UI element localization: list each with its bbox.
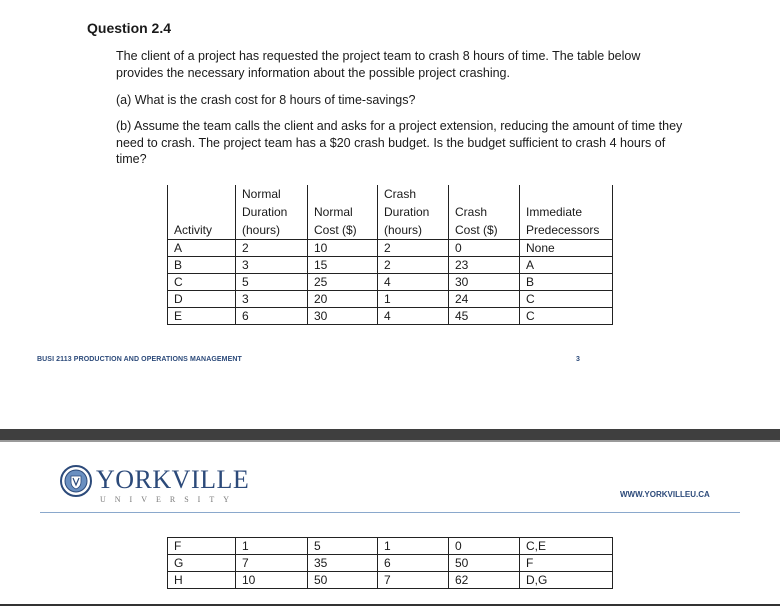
cell-normal-cost: 25 xyxy=(308,274,378,291)
cell-normal-cost: 15 xyxy=(308,257,378,274)
crash-table-continued xyxy=(167,537,613,589)
cell-predecessors: None xyxy=(520,240,613,257)
cell-activity: D xyxy=(168,291,236,308)
cell-crash-cost: 0 xyxy=(449,538,520,555)
cell-crash-duration: 4 xyxy=(378,308,449,325)
cell-predecessors: D,G xyxy=(520,572,613,589)
cell-normal-cost: 5 xyxy=(308,538,378,555)
cell-crash-cost: 24 xyxy=(449,291,520,308)
cell-crash-duration: 2 xyxy=(378,240,449,257)
question-title: Question 2.4 xyxy=(87,20,172,36)
table-row xyxy=(168,572,613,589)
cell-normal-cost: 50 xyxy=(308,572,378,589)
cell-crash-duration: 1 xyxy=(378,291,449,308)
cell-crash-cost: 50 xyxy=(449,555,520,572)
logo-subtitle: UNIVERSITY xyxy=(100,495,238,504)
cell-activity: E xyxy=(168,308,236,325)
cell-normal-duration: 3 xyxy=(236,291,308,308)
footer-course: BUSI 2113 PRODUCTION AND OPERATIONS MANAGEMENT xyxy=(37,356,242,363)
website-link[interactable]: WWW.YORKVILLEU.CA xyxy=(620,490,710,499)
header-crash-duration: Crash Duration (hours) xyxy=(378,185,449,240)
university-seal-icon xyxy=(60,465,92,497)
header-normal-cost: Normal Cost ($) xyxy=(308,185,378,240)
cell-crash-duration: 2 xyxy=(378,257,449,274)
part-b-line-2: need to crash. The project team has a $20 crash budget. Is the budget sufficient to crash 4 hours of xyxy=(116,135,666,150)
page-number: 3 xyxy=(576,356,580,363)
cell-normal-duration: 1 xyxy=(236,538,308,555)
cell-crash-duration: 7 xyxy=(378,572,449,589)
cell-crash-cost: 23 xyxy=(449,257,520,274)
cell-normal-duration: 10 xyxy=(236,572,308,589)
cell-normal-duration: 5 xyxy=(236,274,308,291)
cell-activity: A xyxy=(168,240,236,257)
cell-normal-cost: 30 xyxy=(308,308,378,325)
cell-predecessors: C xyxy=(520,291,613,308)
cell-normal-cost: 35 xyxy=(308,555,378,572)
cell-normal-duration: 2 xyxy=(236,240,308,257)
table-row xyxy=(168,257,613,274)
intro-line-2: provides the necessary information about the possible project crashing. xyxy=(116,65,510,80)
cell-crash-cost: 0 xyxy=(449,240,520,257)
table-row xyxy=(168,555,613,572)
cell-crash-cost: 30 xyxy=(449,274,520,291)
cell-predecessors: C xyxy=(520,308,613,325)
cell-crash-cost: 62 xyxy=(449,572,520,589)
cell-activity: H xyxy=(168,572,236,589)
header-crash-cost: Crash Cost ($) xyxy=(449,185,520,240)
table-row xyxy=(168,291,613,308)
cell-crash-duration: 1 xyxy=(378,538,449,555)
part-b xyxy=(116,118,736,168)
header-normal-duration: Normal Duration (hours) xyxy=(236,185,308,240)
cell-activity: G xyxy=(168,555,236,572)
cell-predecessors: B xyxy=(520,274,613,291)
logo-wordmark: YORKVILLE xyxy=(96,465,250,494)
part-b-line-1: (b) Assume the team calls the client and asks for a project extension, reducing the amount of time they xyxy=(116,119,683,133)
cell-normal-duration: 6 xyxy=(236,308,308,325)
intro-line-1: The client of a project has requested the project team to crash 8 hours of time. The table below xyxy=(116,49,641,63)
cell-normal-cost: 10 xyxy=(308,240,378,257)
header-predecessors: Immediate Predecessors xyxy=(520,185,613,240)
cell-activity: F xyxy=(168,538,236,555)
table-row xyxy=(168,538,613,555)
part-a: (a) What is the crash cost for 8 hours of time-savings? xyxy=(116,93,416,107)
part-b-line-3: time? xyxy=(116,152,147,166)
cell-crash-duration: 6 xyxy=(378,555,449,572)
table-row xyxy=(168,274,613,291)
table-header-row xyxy=(168,185,613,240)
cell-predecessors: A xyxy=(520,257,613,274)
cell-predecessors: F xyxy=(520,555,613,572)
header-activity: Activity xyxy=(168,185,236,240)
cell-predecessors: C,E xyxy=(520,538,613,555)
cell-crash-cost: 45 xyxy=(449,308,520,325)
question-intro xyxy=(116,48,736,81)
table-row xyxy=(168,308,613,325)
cell-normal-duration: 3 xyxy=(236,257,308,274)
cell-activity: C xyxy=(168,274,236,291)
table-row xyxy=(168,240,613,257)
page-divider xyxy=(0,429,780,440)
cell-normal-cost: 20 xyxy=(308,291,378,308)
cell-normal-duration: 7 xyxy=(236,555,308,572)
crash-table xyxy=(167,185,613,325)
cell-activity: B xyxy=(168,257,236,274)
page-divider-shadow xyxy=(0,440,780,442)
header-rule xyxy=(40,512,740,513)
cell-crash-duration: 4 xyxy=(378,274,449,291)
bottom-divider xyxy=(0,604,780,606)
